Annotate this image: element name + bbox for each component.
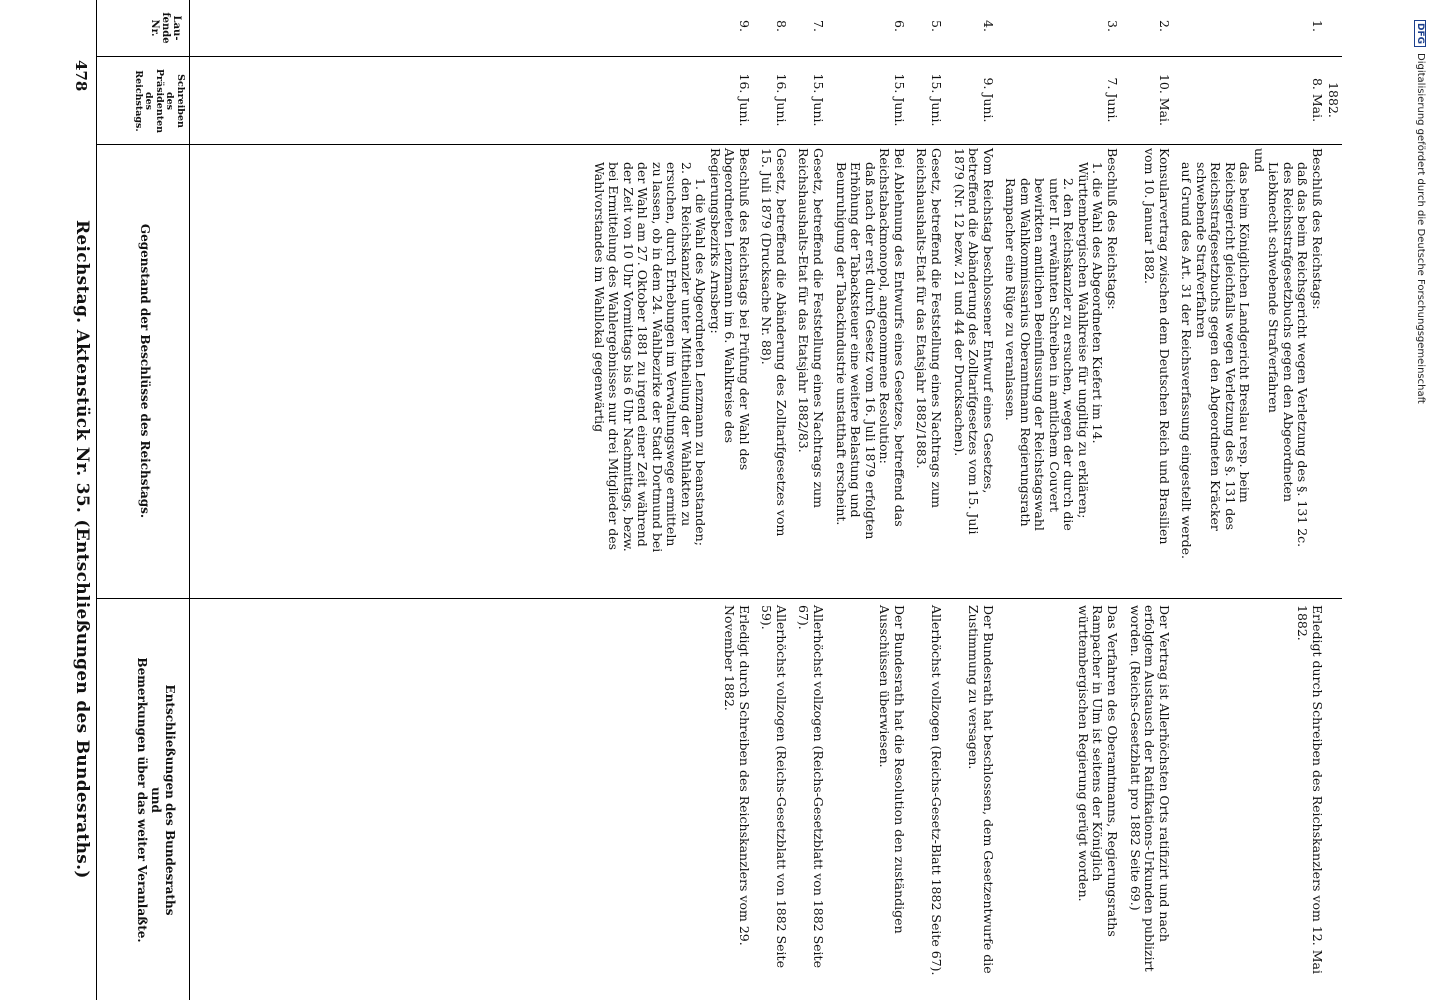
- row-remarks: Erledigt durch Schreiben des Reichskanzlers vom 12. Mai 1882.: [1295, 605, 1325, 974]
- row-number: 9.: [737, 20, 752, 32]
- row-remarks: Der Bundesrath hat die Resolution den zuständigen Ausschüssen überwiesen.: [877, 605, 907, 934]
- subject-line: Gesetz, betreffend die Abänderung des Zolltarifgesetzes vom 15. Juli 1879 (Drucksache Nr. 88).: [759, 148, 789, 537]
- row-subject: [1003, 148, 1119, 560]
- subject-line: daß nach der erst durch Gesetz vom 16. Juli 1879 erfolgten Erhöhung der Tabacksteuer eine weitere Belastung und Beunruhigung der Tabackindustrie unstatthaft erscheint.: [834, 162, 878, 540]
- table-row: [914, 0, 943, 1000]
- subject-line: Vom Reichstag beschlossener Entwurf eines Gesetzes, betreffend die Abänderung des Zolltarifgesetzes vom 15. Juli 1879 (Nr. 12 bezw. 21 und 44 der Drucksachen).: [952, 148, 996, 535]
- table-row: [951, 0, 995, 1000]
- table-row: [1179, 0, 1324, 1000]
- row-remarks: Allerhöchst vollzogen (Reichs-Gesetzblatt von 1882 Seite 59).: [759, 605, 789, 968]
- row-number: 5.: [929, 20, 944, 32]
- entries-flow: [583, 0, 1340, 1000]
- subject-line: und: [1252, 148, 1267, 173]
- subject-line: 2. den Reichskanzler unter Mittheilung der Wahlakten zu ersuchen, durch Erhebungen im Verwaltungswege ermitteln zu lassen, ob in dem 24. Wahlbezirke der Stadt Dortmund bei der Wahl am 27. Oktober 1881 zu irgend einer Zeit während der Zeit von 10 Uhr Vormittags bis 6 Uhr Nachmittags, bezw. bei Ermittelung des Wahlergebnisses nur drei Mitglieder des Wahlvorstandes im Wahllokal gegenwärtig: [592, 162, 694, 553]
- subject-line: auf Grund des Art. 31 der Reichsverfassung eingestellt werde.: [1179, 162, 1195, 559]
- row-remarks: Der Bundesrath hat beschlossen, dem Gesetzentwurfe die Zustimmung zu versagen.: [966, 605, 996, 974]
- table-row: [833, 0, 906, 1000]
- row-subject: [1179, 148, 1324, 560]
- header-rule: [189, 0, 190, 1000]
- table-row: [796, 0, 825, 1000]
- row-number: 4.: [981, 20, 996, 32]
- row-number: 6.: [892, 20, 907, 32]
- table-row: [1003, 0, 1119, 1000]
- row-subject: [834, 148, 907, 560]
- row-date: 9. Juni.: [981, 77, 996, 123]
- row-date: 15. Juni.: [929, 73, 944, 127]
- row-remarks: Das Verfahren des Oberamtmanns, Regierungsraths Rampacher in Ulm ist seitens der Königlich württembergischen Regierung gerügt worden.: [1076, 605, 1120, 937]
- table-row: [759, 0, 788, 1000]
- subject-line: das beim Königlichen Landgericht Breslau resp. beim Reichsgericht gleichfalls wegen Verletzung des §. 131 des Reichsstrafgesetzbuchs gegen den Abgeordneten Kräcker schwebende Strafverfahren: [1194, 162, 1253, 531]
- subject-line: daß das beim Reichsgericht wegen Verletzung des §. 131 2c. des Reichsstrafgesetzbuchs gegen den Abgeordneten Liebknecht schwebende Strafverfahren: [1266, 162, 1311, 548]
- row-remarks: Allerhöchst vollzogen (Reichs-Gesetzblatt von 1882 Seite 67).: [796, 605, 826, 968]
- row-date: 15. Juni.: [811, 73, 826, 127]
- subject-line: Gesetz, betreffend die Feststellung eines Nachtrags zum Reichshaushalts-Etat für das Etatsjahr 1882/1883.: [914, 148, 944, 508]
- subject-line: 1. die Wahl des Abgeordneten Lenzmann zu beanstanden;: [693, 178, 709, 546]
- subject-line: 2. den Reichskanzler zu ersuchen, wegen der durch die unter II. erwähnten Schreiben in amtlichem Couvert bewirkten amtlichen Beeinflussung der Reichstagswahl dem Wahlkommissarius Oberamtmann Regierungsrath Rampacher eine Rüge zu veranlassen.: [1003, 178, 1077, 531]
- row-number: 3.: [1105, 20, 1120, 32]
- row-subject: [952, 148, 996, 560]
- row-subject: [914, 148, 943, 560]
- subject-line: Konsularvertrag zwischen dem Deutschen Reich und Brasilien vom 10. Januar 1882.: [1142, 148, 1172, 545]
- subject-line: Beschluß des Reichstags bei Prüfung der Wahl des Abgeordneten Lenzmann im 6. Wahlkreise des Regierungsbezirks Arnsberg:: [708, 148, 752, 471]
- row-subject: [592, 148, 752, 560]
- header-date: Schreiben des Präsidenten des Reichstags.: [133, 68, 186, 134]
- row-subject: [796, 148, 825, 560]
- page-number: 478: [72, 60, 90, 92]
- row-date: 7. Juni.: [1105, 77, 1120, 123]
- year-label: 1882.: [1326, 82, 1341, 118]
- row-number: 8.: [774, 20, 789, 32]
- row-date: 16. Juni.: [737, 73, 752, 127]
- running-title: Reichstag. Aktenstück Nr. 35. (Entschließungen des Bundesraths.): [72, 220, 92, 879]
- row-date: 16. Juni.: [774, 73, 789, 127]
- row-number: 2.: [1157, 20, 1172, 32]
- top-rule: [96, 0, 97, 1000]
- table-row: [591, 0, 751, 1000]
- row-remarks: Der Vertrag ist Allerhöchsten Orts ratifizirt und nach erfolgtem Austausch der Ratifikations-Urkunden publizirt worden. (Reichs-Gesetzblatt pro 1882 Seite 69.): [1128, 605, 1172, 972]
- subject-line: Beschluß des Reichstags:: [1310, 148, 1325, 310]
- header-remarks: Entschließungen des Bundesraths und Bemerkungen über das weiter Veranlaßte.: [135, 657, 177, 943]
- row-subject: [1142, 148, 1171, 560]
- header-no: Lau- fende Nr.: [149, 12, 182, 44]
- row-remarks: Erledigt durch Schreiben des Reichskanzlers vom 29. November 1882.: [722, 605, 752, 946]
- row-date: 15. Juni.: [892, 73, 907, 127]
- row-number: 7.: [811, 20, 826, 32]
- subject-line: 1. die Wahl des Abgeordneten Kiefert im 14. Württembergischen Wahlkreise für ungiltig zu erklären;: [1076, 162, 1106, 519]
- funding-note: [1414, 20, 1426, 980]
- row-date: 8. Mai.: [1310, 77, 1325, 123]
- table-body: [200, 0, 1340, 1000]
- row-subject: [759, 148, 788, 560]
- funding-note-text: Digitalisierung gefördert durch die Deutsche Forschungsgemeinschaft: [1415, 53, 1426, 404]
- dfg-logo: DFG: [1414, 20, 1426, 47]
- row-number: 1.: [1310, 20, 1325, 32]
- row-date: 10. Mai.: [1157, 73, 1172, 127]
- table-row: [1127, 0, 1171, 1000]
- header-subject: Gegenstand der Beschlüsse des Reichstags.: [138, 223, 152, 519]
- subject-line: Gesetz, betreffend die Feststellung eines Nachtrags zum Reichshaushalts-Etat für das Etatsjahr 1882/83.: [796, 148, 826, 508]
- row-remarks: Allerhöchst vollzogen (Reichs-Gesetz-Blatt 1882 Seite 67).: [929, 605, 944, 976]
- subject-line: Bei Ablehnung des Entwurfs eines Gesetzes, betreffend das Reichstabackmonopol, angenommene Resolution:: [877, 148, 907, 527]
- subject-line: Beschluß des Reichstags:: [1105, 148, 1120, 310]
